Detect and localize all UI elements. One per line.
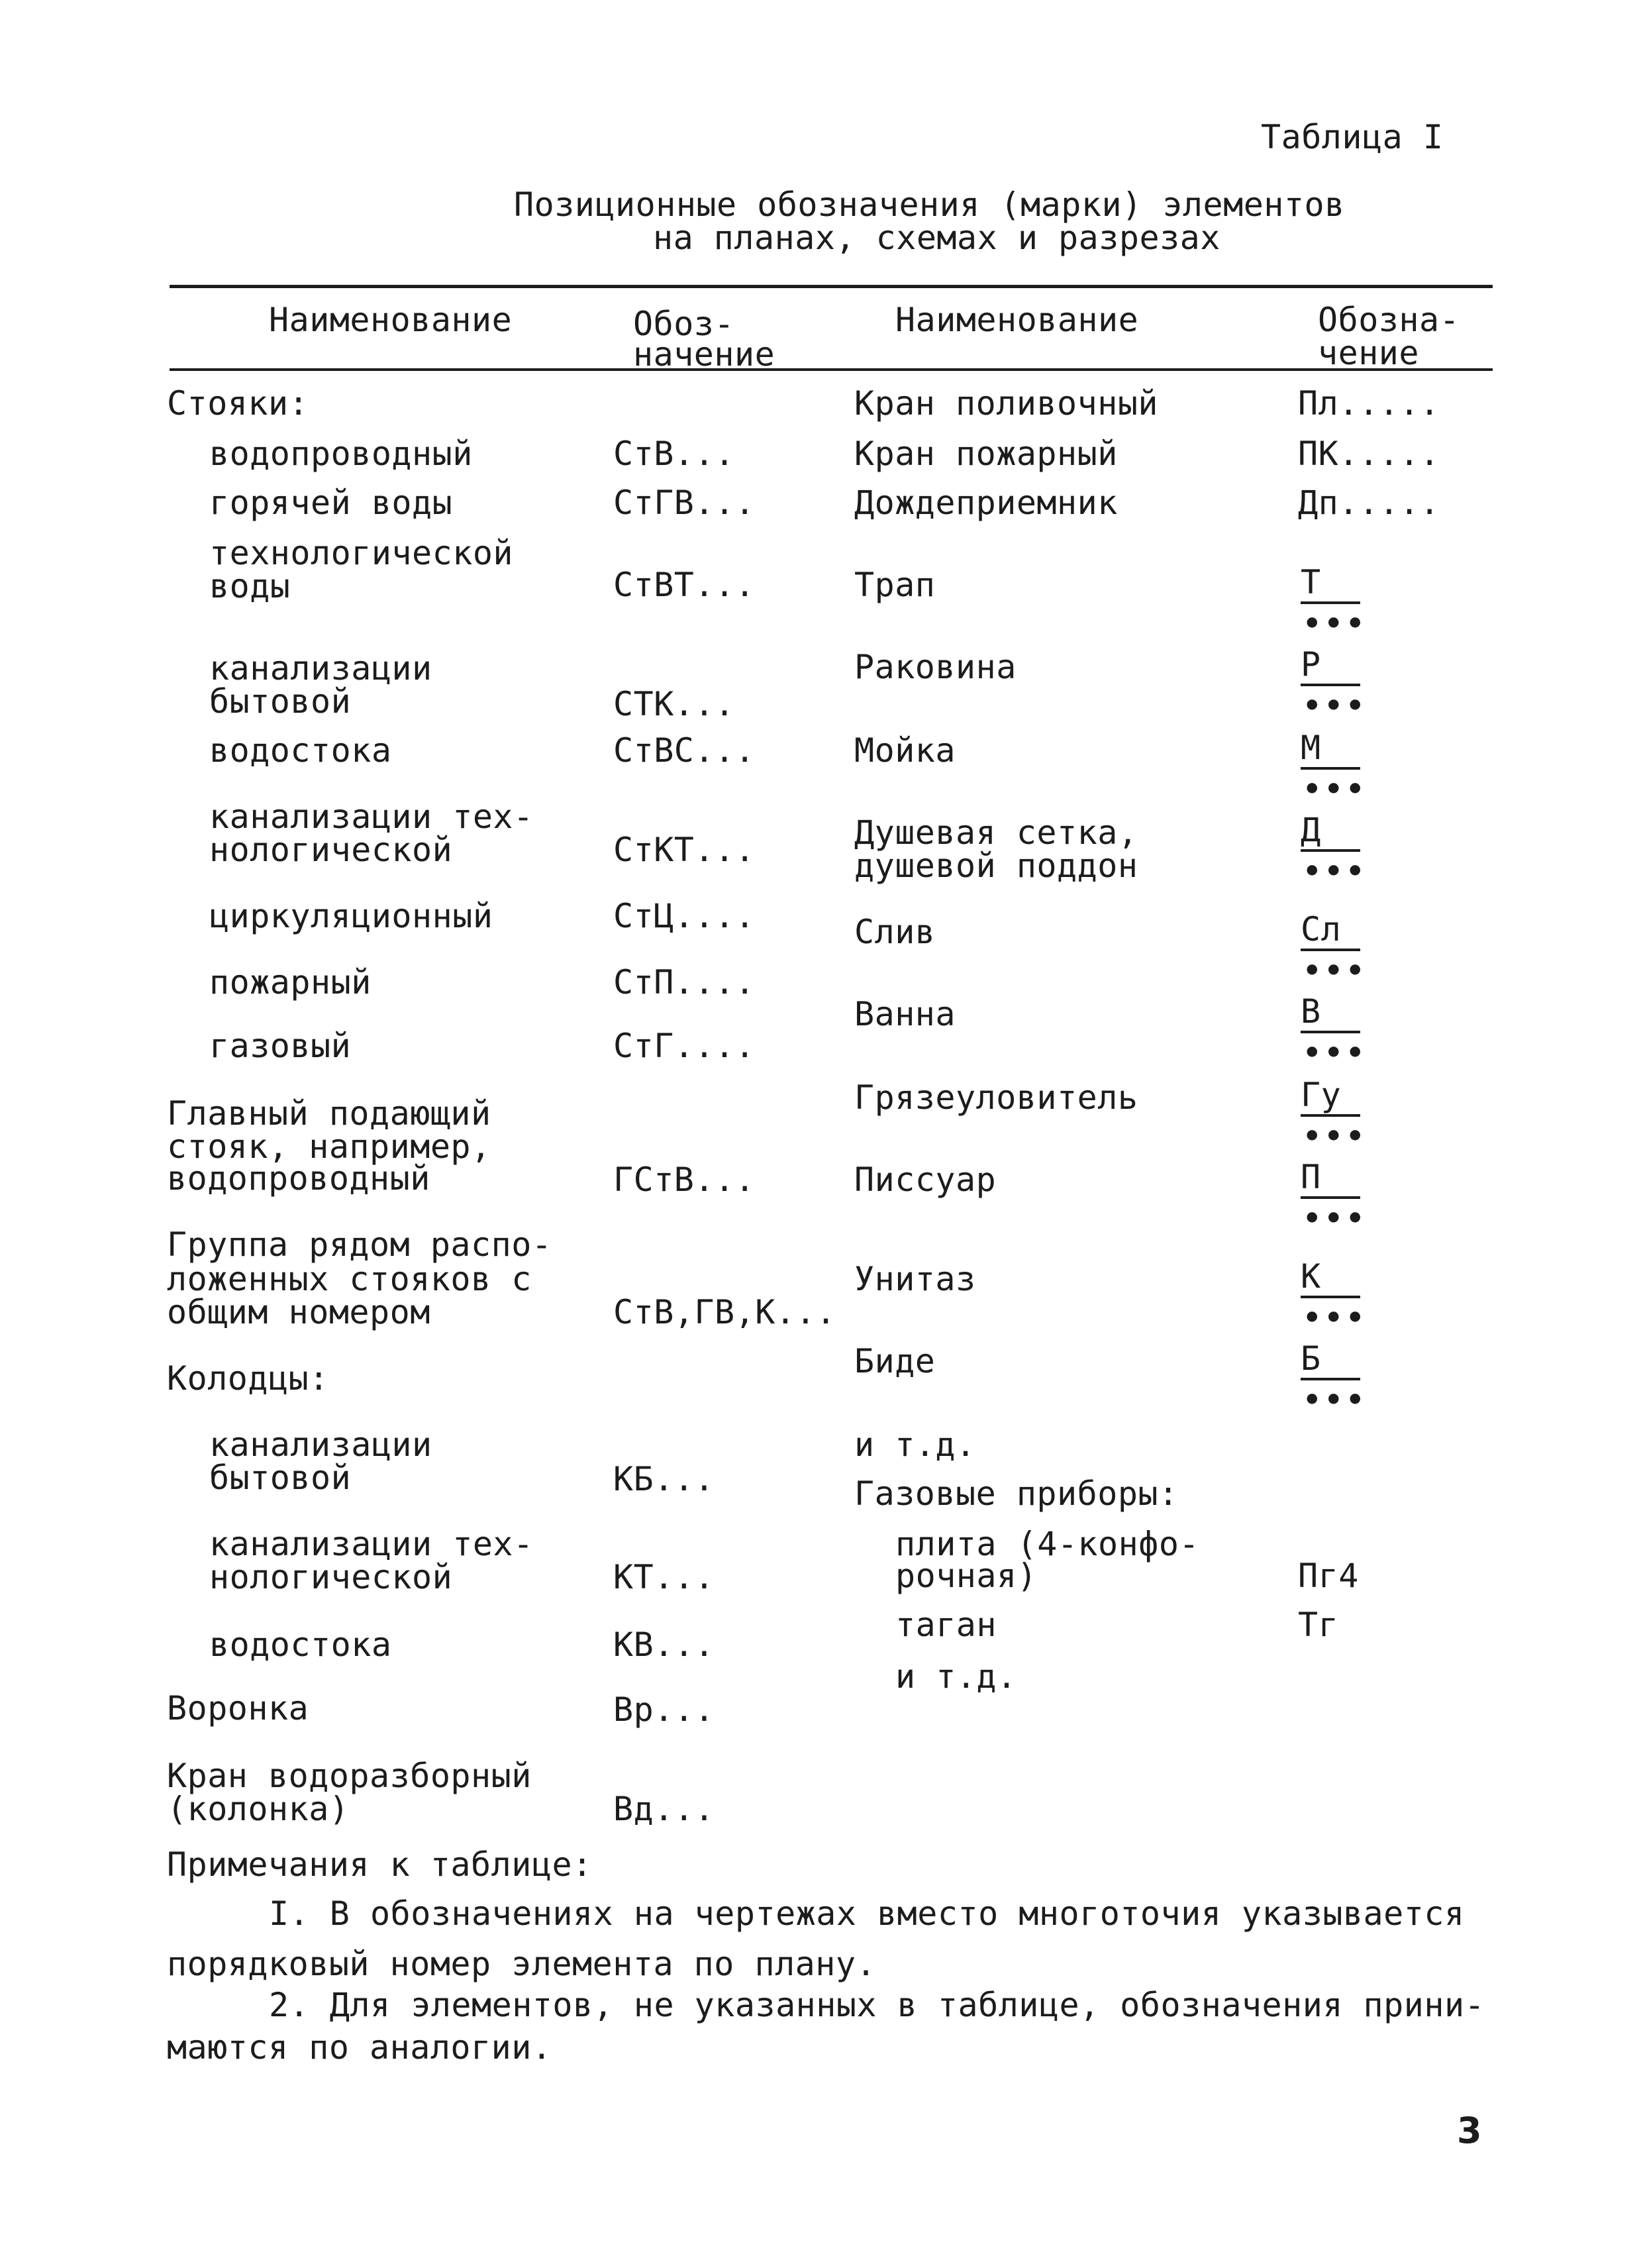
left-cirk-code: СтЦ.... — [613, 897, 756, 935]
right-unitaz: Унитаз — [854, 1260, 976, 1298]
left-kran-code: Вд... — [613, 1790, 715, 1828]
right-unitaz-code: К — [1301, 1259, 1360, 1298]
header-name-col2: Наименование — [895, 301, 1139, 339]
left-stoyaki-heading: Стояки: — [167, 384, 309, 423]
left-kran-l2: (колонка) — [167, 1790, 350, 1828]
right-poliv: Кран поливочный — [854, 384, 1159, 423]
right-dozhd: Дождеприемник — [854, 484, 1118, 522]
left-tech-code: СтВТ... — [613, 566, 756, 604]
right-gryaz-code: Гу — [1301, 1077, 1360, 1117]
header-code-col1-l2: начение — [633, 335, 775, 374]
right-itd1: и т.д. — [854, 1425, 976, 1464]
right-pozh: Кран пожарный — [854, 435, 1118, 473]
right-unitaz-dots: ••• — [1303, 1301, 1368, 1335]
note-1-line2: порядковый номер элемента по плану. — [167, 1945, 877, 1983]
left-tech-l2: воды — [209, 567, 291, 605]
left-vodostok-code: СтВС... — [613, 731, 756, 770]
left-kvodostok-code: КВ... — [613, 1625, 715, 1664]
left-gaz: газовый — [209, 1027, 352, 1065]
right-pissuar: Писсуар — [854, 1160, 997, 1199]
left-glav-code: ГСтВ... — [613, 1160, 756, 1199]
left-kkantech-l2: нологической — [209, 1558, 453, 1596]
right-plita-l1: плита (4-конфо- — [895, 1525, 1200, 1563]
right-plita-l2: рочная) — [895, 1557, 1038, 1595]
left-gaz-code: СтГ.... — [613, 1027, 756, 1065]
left-grp-l3: общим номером — [167, 1293, 430, 1331]
right-rakovina-code: Р — [1301, 646, 1360, 686]
right-tagan: таган — [895, 1606, 997, 1644]
notes-heading: Примечания к таблице: — [167, 1845, 593, 1884]
left-kkanbyt-l2: бытовой — [209, 1459, 352, 1497]
left-kkantech-l1: канализации тех- — [209, 1525, 534, 1563]
right-plita-code: Пг4 — [1298, 1557, 1359, 1595]
left-kkantech-code: КТ... — [613, 1558, 715, 1596]
header-code-col1-l1: Обоз- — [633, 305, 735, 343]
left-kkanbyt-l1: канализации — [209, 1425, 432, 1464]
right-bide-code: Б — [1301, 1341, 1360, 1380]
left-kkanbyt-code: КБ... — [613, 1460, 715, 1498]
right-gryaz-dots: ••• — [1303, 1119, 1368, 1153]
right-sliv-code: Сл — [1301, 911, 1360, 951]
left-tech-l1: технологической — [209, 534, 514, 572]
right-pissuar-dots: ••• — [1303, 1202, 1368, 1235]
left-gor-vody-code: СтГВ... — [613, 484, 756, 522]
table-label: Таблица I — [1261, 118, 1444, 156]
right-pozh-code: ПК..... — [1298, 435, 1440, 473]
table-title-line1: Позиционные обозначения (марки) элементов — [514, 185, 1345, 224]
left-glav-l2: стояк, например, — [167, 1127, 491, 1166]
left-glav-l1: Главный подающий — [167, 1094, 491, 1133]
right-sliv: Слив — [854, 913, 936, 951]
left-kanbyt-code: СТК... — [613, 685, 735, 723]
table-header-rule — [170, 368, 1493, 371]
left-vodoprovod: водопроводный — [209, 435, 473, 473]
right-pissuar-code: П — [1301, 1159, 1360, 1199]
left-grp-l1: Группа рядом распо- — [167, 1225, 552, 1264]
right-gryaz: Грязеуловитель — [854, 1078, 1138, 1117]
right-bide-dots: ••• — [1303, 1383, 1368, 1417]
left-vodostok: водостока — [209, 731, 392, 770]
right-bide: Биде — [854, 1342, 936, 1380]
left-glav-l3: водопроводный — [167, 1159, 430, 1198]
header-code-col2-l1: Обозна- — [1318, 301, 1460, 339]
note-2-line1: 2. Для элементов, не указанных в таблице, обозначения прини- — [269, 1986, 1485, 2024]
right-trap-dots: ••• — [1303, 607, 1368, 641]
note-1-line1: I. В обозначениях на чертежах вместо многоточия указывается — [269, 1894, 1465, 1933]
right-moika-dots: ••• — [1303, 772, 1368, 806]
left-pozh: пожарный — [209, 963, 372, 1002]
left-kantech-l1: канализации тех- — [209, 798, 534, 836]
left-pozh-code: СтП.... — [613, 963, 756, 1002]
right-dush-code: Д — [1301, 812, 1360, 852]
left-grp-code: СтВ,ГВ,К... — [613, 1293, 836, 1331]
left-vodoprovod-code: СтВ... — [613, 435, 735, 473]
right-dush-l1: Душевая сетка, — [854, 813, 1138, 852]
right-vanna-dots: ••• — [1303, 1036, 1368, 1070]
left-gor-vody: горячей воды — [209, 484, 453, 522]
right-dush-l2: душевой поддон — [854, 847, 1138, 885]
header-code-col2-l2: чение — [1318, 334, 1420, 372]
left-kantech-code: СтКТ... — [613, 831, 756, 869]
right-vanna-code: В — [1301, 994, 1360, 1033]
right-sliv-dots: ••• — [1303, 954, 1368, 988]
right-moika-code: М — [1301, 730, 1360, 770]
right-dush-dots: ••• — [1303, 854, 1368, 888]
left-voronka: Воронка — [167, 1689, 309, 1727]
left-kvodostok: водостока — [209, 1625, 392, 1664]
right-gaz-pribory-heading: Газовые приборы: — [854, 1474, 1179, 1513]
note-2-line2: маются по аналогии. — [167, 2028, 552, 2067]
right-dozhd-code: Дп..... — [1298, 484, 1440, 522]
left-cirk: циркуляционный — [209, 897, 493, 935]
right-poliv-code: Пл..... — [1298, 384, 1440, 423]
right-itd2: и т.д. — [895, 1657, 1017, 1696]
left-voronka-code: Вр... — [613, 1690, 715, 1729]
left-kran-l1: Кран водоразборный — [167, 1757, 532, 1795]
table-title-line2: на планах, схемах и разрезах — [653, 219, 1220, 257]
right-rakovina: Раковина — [854, 648, 1017, 686]
right-trap-code: Т — [1301, 564, 1360, 604]
table-top-rule — [170, 285, 1493, 288]
left-kolodcy-heading: Колодцы: — [167, 1359, 329, 1398]
right-trap: Трап — [854, 566, 936, 604]
left-kantech-l2: нологической — [209, 831, 453, 869]
left-grp-l2: ложенных стояков с — [167, 1260, 532, 1298]
header-name-col1: Наименование — [269, 301, 513, 339]
right-moika: Мойка — [854, 731, 956, 770]
right-rakovina-dots: ••• — [1303, 689, 1368, 723]
page-number: 3 — [1457, 2110, 1483, 2151]
right-tagan-code: Тг — [1298, 1606, 1339, 1644]
left-kanbyt-l2: бытовой — [209, 682, 352, 721]
left-kanbyt-l1: канализации — [209, 649, 432, 688]
right-vanna: Ванна — [854, 995, 956, 1033]
